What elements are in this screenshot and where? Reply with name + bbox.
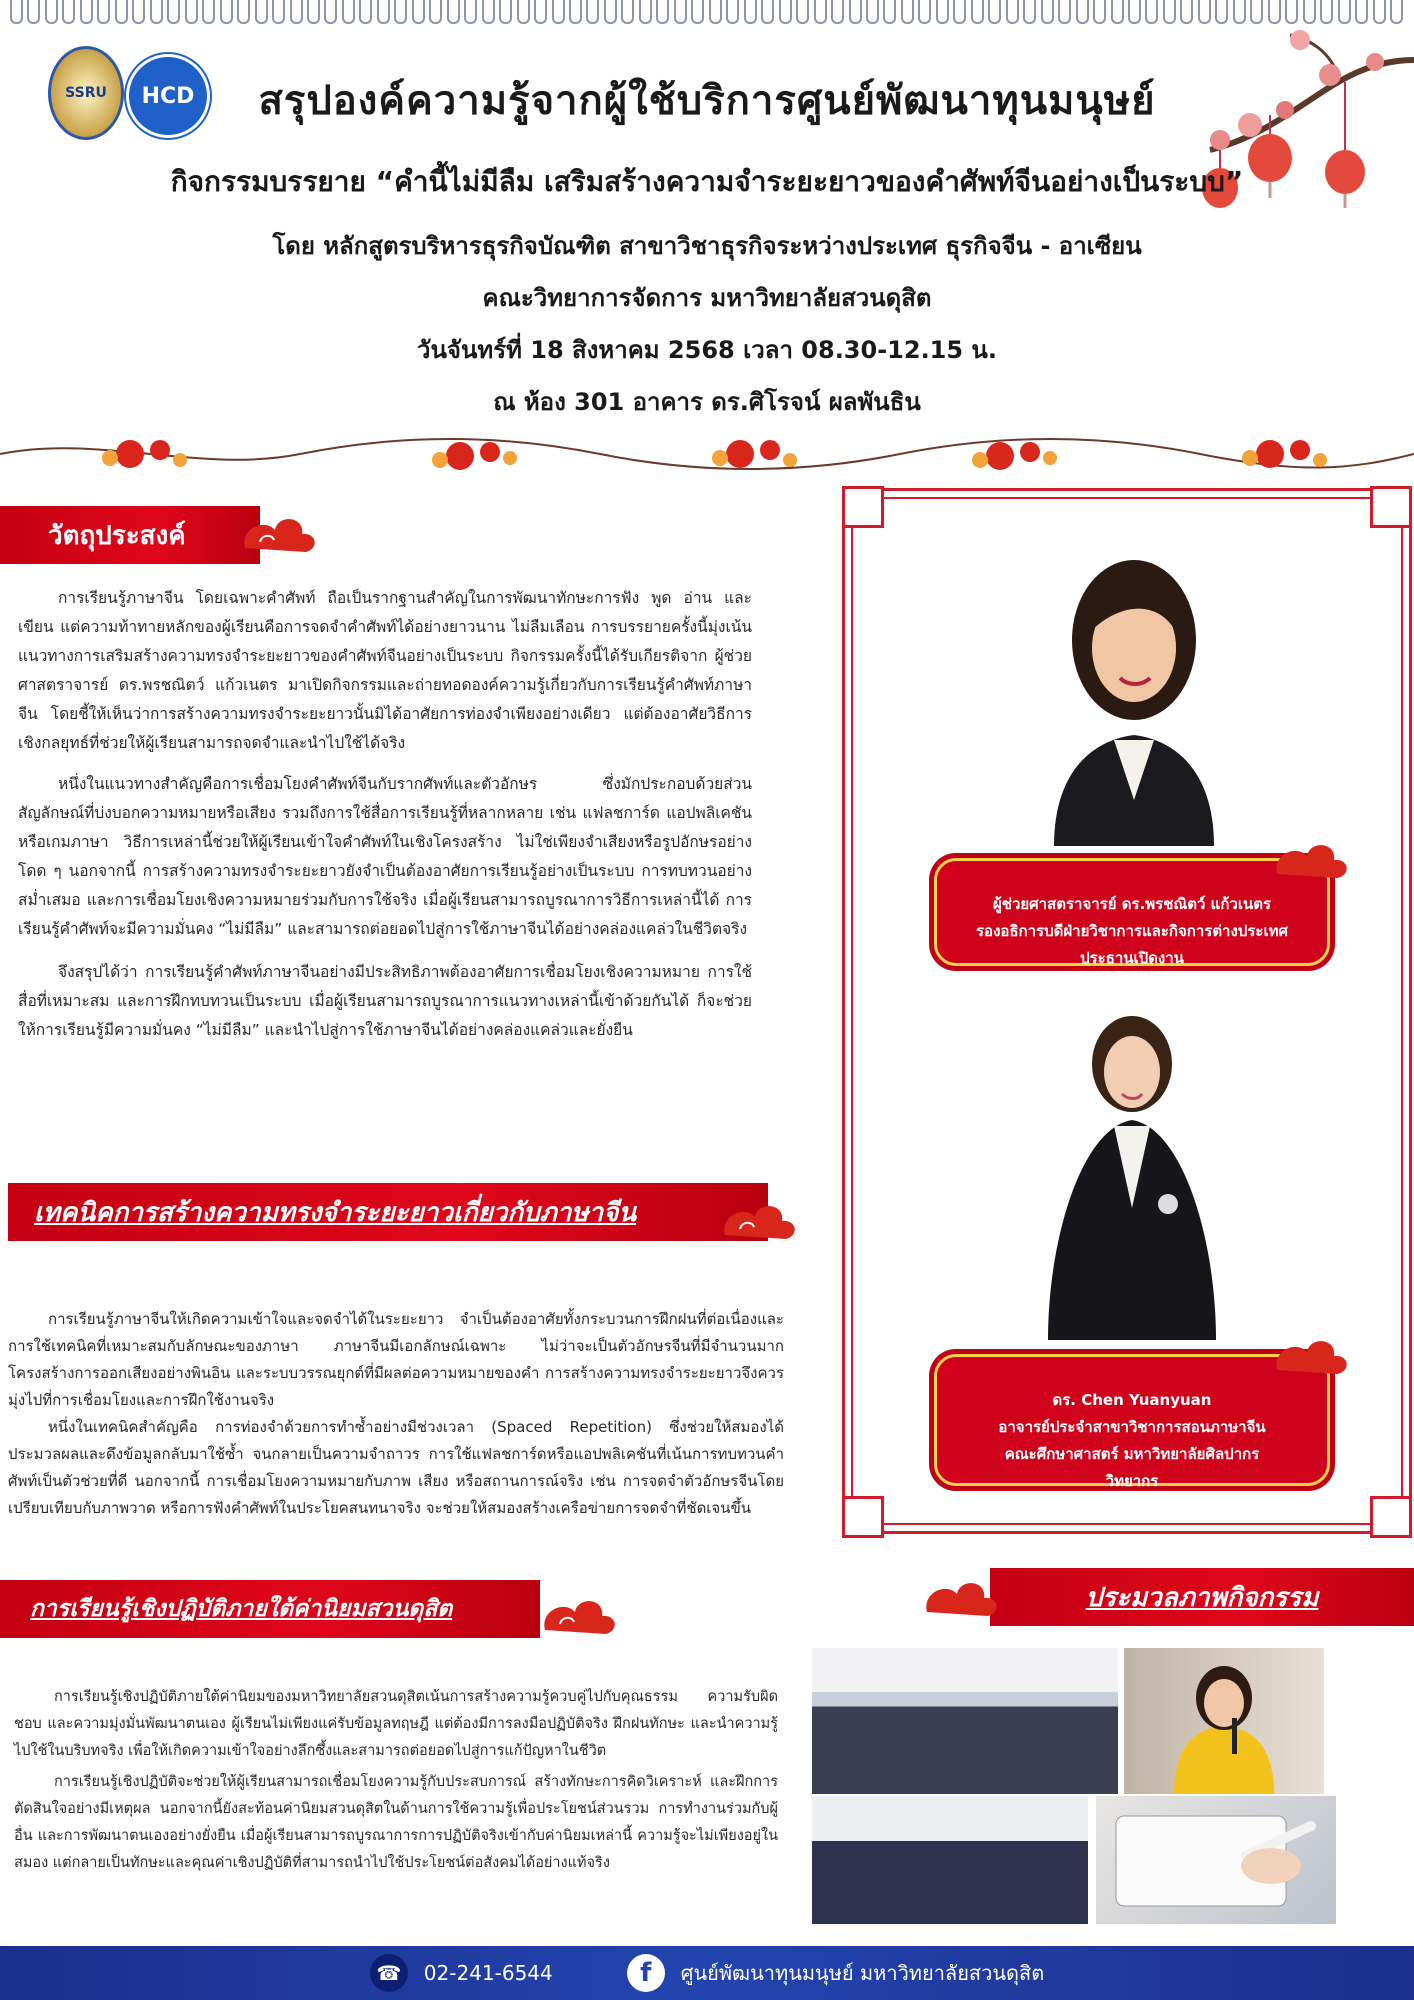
speaker-1-role: ประธานเปิดงาน bbox=[1080, 949, 1184, 967]
binder-ring bbox=[639, 0, 652, 24]
technique-banner bbox=[0, 1183, 768, 1241]
binder-ring bbox=[97, 0, 110, 24]
binder-ring bbox=[586, 0, 599, 24]
binder-ring bbox=[220, 0, 233, 24]
binder-ring bbox=[674, 0, 687, 24]
binder-ring bbox=[1145, 0, 1158, 24]
faculty-line: คณะวิทยาการจัดการ มหาวิทยาลัยสวนดุสิต bbox=[482, 284, 932, 312]
binder-ring bbox=[167, 0, 180, 24]
binder-ring bbox=[883, 0, 896, 24]
cloud-ornament-icon bbox=[922, 1572, 1002, 1622]
binder-ring bbox=[1128, 0, 1141, 24]
binder-ring bbox=[1058, 0, 1071, 24]
cloud-ornament-icon bbox=[1272, 1330, 1352, 1380]
objective-banner bbox=[0, 506, 260, 564]
objective-heading: วัตถุประสงค์ bbox=[48, 520, 186, 551]
binder-ring bbox=[534, 0, 547, 24]
speaker-1-photo bbox=[1034, 520, 1234, 846]
binder-ring bbox=[499, 0, 512, 24]
binder-ring bbox=[342, 0, 355, 24]
speaker-1-name: ผู้ช่วยศาสตราจารย์ ดร.พรชณิตว์ แก้วเนตร bbox=[992, 895, 1272, 913]
binder-ring bbox=[255, 0, 268, 24]
binder-ring bbox=[849, 0, 862, 24]
binder-ring bbox=[691, 0, 704, 24]
binder-ring bbox=[394, 0, 407, 24]
binder-ring bbox=[1023, 0, 1036, 24]
binder-ring bbox=[429, 0, 442, 24]
binder-ring bbox=[377, 0, 390, 24]
practice-paragraph-1: การเรียนรู้เชิงปฏิบัติภายใต้ค่านิยมของมหาวิทยาลัยสวนดุสิตเน้นการสร้างความรู้ควบคู่ไปกับคุณธรรม ความรับผิดชอบ และความมุ่งมั่นพัฒนาตนเอง ผู้เรียนไม่เพียงแค่รับข้อมูลทฤษฎี แต่ต้องมีการลงมือปฏิบัติจริง ฝึกฝนทักษะ และนำความรู้ไปใช้ในบริบทจริง เพื่อให้เกิดความเข้าใจอย่างลึกซึ้งและสามารถต่อยอดไปสู่การแก้ปัญหาในชีวิต bbox=[14, 1689, 778, 1759]
technique-heading: เทคนิคการสร้างความทรงจำระยะยาวเกี่ยวกับภาษาจีน bbox=[34, 1197, 637, 1228]
cloud-ornament-icon bbox=[1272, 834, 1352, 884]
binder-ring bbox=[1111, 0, 1124, 24]
binder-ring bbox=[936, 0, 949, 24]
binder-ring bbox=[62, 0, 75, 24]
binder-ring bbox=[412, 0, 425, 24]
binder-ring bbox=[744, 0, 757, 24]
binder-ring bbox=[656, 0, 669, 24]
objective-paragraph-1: การเรียนรู้ภาษาจีน โดยเฉพาะคำศัพท์ ถือเป็นรากฐานสำคัญในการพัฒนาทักษะการฟัง พูด อ่าน และเขียน แต่ความท้าทายหลักของผู้เรียนคือการจดจำคำศัพท์ได้อย่างยาวนาน ไม่ลืมเลือน การบรรยายครั้งนี้มุ่งเน้นแนวทางการเสริมสร้างความทรงจำระยะยาวของคำศัพท์จีนอย่างเป็นระบบ กิจกรรมครั้งนี้ได้รับเกียรติจาก ผู้ช่วยศาสตราจารย์ ดร.พรชณิตว์ แก้วเนตร มาเปิดกิจกรรมและถ่ายทอดองค์ความรู้เกี่ยวกับการเรียนรู้คำศัพท์ภาษาจีน โดยชี้ให้เห็นว่าการสร้างความทรงจำระยะยาวนั้นมิได้อาศัยการท่องจำเพียงอย่างเดียว แต่ต้องอาศัยวิธีการเชิงกลยุทธ์ที่ช่วยให้ผู้เรียนสามารถจดจำและนำไปใช้ได้จริง bbox=[18, 589, 752, 752]
practice-banner bbox=[0, 1580, 540, 1638]
binder-ring bbox=[726, 0, 739, 24]
binder-ring bbox=[517, 0, 530, 24]
gallery-photo-speaker bbox=[1124, 1648, 1324, 1794]
frame-corner bbox=[842, 486, 884, 528]
gallery-heading: ประมวลภาพกิจกรรม bbox=[1085, 1582, 1319, 1613]
binder-ring bbox=[1076, 0, 1089, 24]
practice-heading: การเรียนรู้เชิงปฏิบัติภายใต้ค่านิยมสวนดุสิต bbox=[30, 1596, 453, 1622]
activity-title: กิจกรรมบรรยาย “คำนี้ไม่มีลืม เสริมสร้างความจำระยะยาวของคำศัพท์จีนอย่างเป็นระบบ” bbox=[170, 165, 1244, 198]
binder-ring bbox=[307, 0, 320, 24]
organizer-line: โดย หลักสูตรบริหารธุรกิจบัณฑิต สาขาวิชาธุรกิจระหว่างประเทศ ธุรกิจจีน - อาเซียน bbox=[272, 232, 1142, 260]
binder-ring bbox=[150, 0, 163, 24]
binder-ring bbox=[290, 0, 303, 24]
binder-ring bbox=[552, 0, 565, 24]
binder-ring bbox=[779, 0, 792, 24]
binder-ring bbox=[1093, 0, 1106, 24]
binder-ring bbox=[185, 0, 198, 24]
binder-ring bbox=[464, 0, 477, 24]
speaker-2-role: วิทยากร bbox=[1105, 1472, 1159, 1490]
venue-line: ณ ห้อง 301 อาคาร ดร.ศิโรจน์ ผลพันธิน bbox=[493, 388, 921, 416]
binder-ring bbox=[814, 0, 827, 24]
cloud-ornament-icon bbox=[720, 1195, 800, 1245]
binder-ring bbox=[918, 0, 931, 24]
binder-ring bbox=[866, 0, 879, 24]
gallery-photo-writing bbox=[1096, 1796, 1336, 1924]
plum-branch-lantern-decoration bbox=[1190, 20, 1414, 250]
speaker-2-photo bbox=[1042, 1008, 1222, 1340]
binder-ring bbox=[796, 0, 809, 24]
footer-bar bbox=[0, 1946, 1414, 2000]
binder-ring bbox=[272, 0, 285, 24]
frame-corner bbox=[1370, 486, 1412, 528]
speaker-2-caption bbox=[934, 1354, 1330, 1490]
practice-text bbox=[14, 1684, 778, 1877]
binder-ring bbox=[27, 0, 40, 24]
binder-ring bbox=[761, 0, 774, 24]
frame-corner bbox=[1370, 1496, 1412, 1538]
speaker-2-position: อาจารย์ประจำสาขาวิชาการสอนภาษาจีน bbox=[998, 1418, 1266, 1436]
technique-paragraph-1: การเรียนรู้ภาษาจีนให้เกิดความเข้าใจและจดจำได้ในระยะยาว จำเป็นต้องอาศัยทั้งกระบวนการฝึกฝนที่ต่อเนื่องและการใช้เทคนิคที่เหมาะสมกับลักษณะของภาษา ภาษาจีนมีเอกลักษณ์เฉพาะ ไม่ว่าจะเป็นตัวอักษรจีนที่มีจำนวนมาก โครงสร้างการออกเสียงอย่างพินอิน และระบบวรรณยุกต์ที่มีผลต่อความหมายของคำ การสร้างความทรงจำระยะยาวจึงควรมุ่งไปที่การเชื่อมโยงและการฝึกใช้งานจริง bbox=[8, 1310, 784, 1409]
binder-ring bbox=[901, 0, 914, 24]
binder-ring bbox=[359, 0, 372, 24]
binder-ring bbox=[569, 0, 582, 24]
binder-ring bbox=[1163, 0, 1176, 24]
binder-ring bbox=[1041, 0, 1054, 24]
cloud-ornament-icon bbox=[240, 508, 320, 558]
binder-ring bbox=[621, 0, 634, 24]
hcd-logo: HCD bbox=[126, 54, 210, 138]
binder-ring bbox=[482, 0, 495, 24]
speaker-2-name: ดร. Chen Yuanyuan bbox=[1052, 1391, 1212, 1409]
datetime-line: วันจันทร์ที่ 18 สิงหาคม 2568 เวลา 08.30-12.15 น. bbox=[417, 336, 997, 364]
binder-ring bbox=[202, 0, 215, 24]
speaker-1-position: รองอธิการบดีฝ่ายวิชาการและกิจการต่างประเทศ bbox=[976, 922, 1288, 940]
flower-garland-divider bbox=[0, 430, 1414, 478]
footer-phone[interactable]: 02-241-6544 bbox=[423, 1961, 553, 1985]
gallery-photo-classroom-2 bbox=[812, 1796, 1088, 1924]
page-title: สรุปองค์ความรู้จากผู้ใช้บริการศูนย์พัฒนาทุนมนุษย์ bbox=[258, 78, 1156, 124]
binder-ring bbox=[988, 0, 1001, 24]
binder-ring bbox=[447, 0, 460, 24]
binder-ring bbox=[80, 0, 93, 24]
practice-paragraph-2: การเรียนรู้เชิงปฏิบัติจะช่วยให้ผู้เรียนสามารถเชื่อมโยงความรู้กับประสบการณ์ สร้างทักษะการคิดวิเคราะห์ และฝึกการตัดสินใจอย่างมีเหตุผล นอกจากนี้ยังสะท้อนค่านิยมสวนดุสิตในด้านการใช้ความรู้เพื่อประโยชน์ส่วนรวม การทำงานร่วมกับผู้อื่น และการพัฒนาตนเองอย่างยั่งยืน เมื่อผู้เรียนสามารถบูรณาการการปฏิบัติจริงเข้ากับค่านิยมเหล่านี้ ความรู้จะไม่เพียงอยู่ในสมอง แต่กลายเป็นทักษะและคุณค่าเชิงปฏิบัติที่สามารถนำไปใช้ประโยชน์ต่อสังคมได้อย่างแท้จริง bbox=[14, 1774, 778, 1871]
speaker-2-affiliation: คณะศึกษาศาสตร์ มหาวิทยาลัยศิลปากร bbox=[1004, 1445, 1260, 1463]
speaker-1-caption bbox=[934, 858, 1330, 966]
binder-ring bbox=[45, 0, 58, 24]
phone-icon: ☎ bbox=[370, 1954, 408, 1992]
cloud-ornament-icon bbox=[540, 1590, 620, 1640]
binder-ring bbox=[237, 0, 250, 24]
objective-paragraph-2: หนึ่งในแนวทางสำคัญคือการเชื่อมโยงคำศัพท์จีนกับรากศัพท์และตัวอักษร ซึ่งมักประกอบด้วยส่วนสัญลักษณ์ที่บ่งบอกความหมายหรือเสียง รวมถึงการใช้สื่อการเรียนรู้ที่หลากหลาย เช่น แฟลชการ์ด แอปพลิเคชัน หรือเกมภาษา วิธีการเหล่านี้ช่วยให้ผู้เรียนเข้าใจคำศัพท์ในเชิงโครงสร้าง ไม่ใช่เพียงจำเสียงหรือรูปอักษรอย่างโดด ๆ นอกจากนี้ การสร้างความทรงจำระยะยาวยังจำเป็นต้องอาศัยการเรียนรู้อย่างเป็นระบบ การทบทวนอย่างสม่ำเสมอ และการเชื่อมโยงเชิงความหมายร่วมกับการใช้จริง เมื่อผู้เรียนสามารถบูรณาการวิธีการเหล่านี้ได้ การเรียนรู้คำศัพท์จะมีความมั่นคง “ไม่มีลืม” และสามารถต่อยอดไปสู่การใช้ภาษาจีนได้อย่างคล่องแคล่วในชีวิตจริง bbox=[18, 775, 752, 938]
technique-paragraph-2: หนึ่งในเทคนิคสำคัญคือ การท่องจำด้วยการทำซ้ำอย่างมีช่วงเวลา (Spaced Repetition) ซึ่งช่วยให้สมองได้ประมวลผลและดึงข้อมูลกลับมาใช้ซ้ำ จนกลายเป็นความจำถาวร การใช้แฟลชการ์ดหรือแอปพลิเคชันที่เน้นการทบทวนคำศัพท์เป็นตัวช่วยที่ดี นอกจากนี้ การเชื่อมโยงความหมายกับภาพ เสียง หรือสถานการณ์จริง เช่น การจดจำตัวอักษรจีนโดยเปรียบเทียบกับภาพวาด หรือการฟังคำศัพท์ในประโยคสนทนาจริง จะช่วยให้สมองสร้างเครือข่ายการจดจำที่ชัดเจนขึ้น bbox=[8, 1418, 784, 1517]
binder-ring bbox=[10, 0, 23, 24]
objective-text bbox=[18, 584, 752, 1045]
binder-ring bbox=[324, 0, 337, 24]
binder-ring bbox=[971, 0, 984, 24]
technique-text bbox=[8, 1306, 784, 1522]
gallery-photo-classroom-1 bbox=[812, 1648, 1118, 1794]
facebook-icon: f bbox=[627, 1954, 665, 1992]
frame-corner bbox=[842, 1496, 884, 1538]
binder-ring bbox=[1006, 0, 1019, 24]
footer-facebook[interactable]: ศูนย์พัฒนาทุนมนุษย์ มหาวิทยาลัยสวนดุสิต bbox=[680, 1961, 1045, 1985]
gallery-banner bbox=[990, 1568, 1414, 1626]
ssru-logo: SSRU bbox=[48, 46, 124, 140]
binder-ring bbox=[132, 0, 145, 24]
binder-ring bbox=[604, 0, 617, 24]
binder-ring bbox=[953, 0, 966, 24]
binder-ring bbox=[709, 0, 722, 24]
binder-ring bbox=[115, 0, 128, 24]
objective-paragraph-3: จึงสรุปได้ว่า การเรียนรู้คำศัพท์ภาษาจีนอย่างมีประสิทธิภาพต้องอาศัยการเชื่อมโยงเชิงความหมาย การใช้สื่อที่เหมาะสม และการฝึกทบทวนเป็นระบบ เมื่อผู้เรียนสามารถบูรณาการแนวทางเหล่านี้เข้าด้วยกันได้ ก็จะช่วยให้การเรียนรู้มีความมั่นคง “ไม่มีลืม” และนำไปสู่การใช้ภาษาจีนได้อย่างคล่องแคล่วและยั่งยืน bbox=[18, 963, 752, 1039]
binder-ring bbox=[831, 0, 844, 24]
